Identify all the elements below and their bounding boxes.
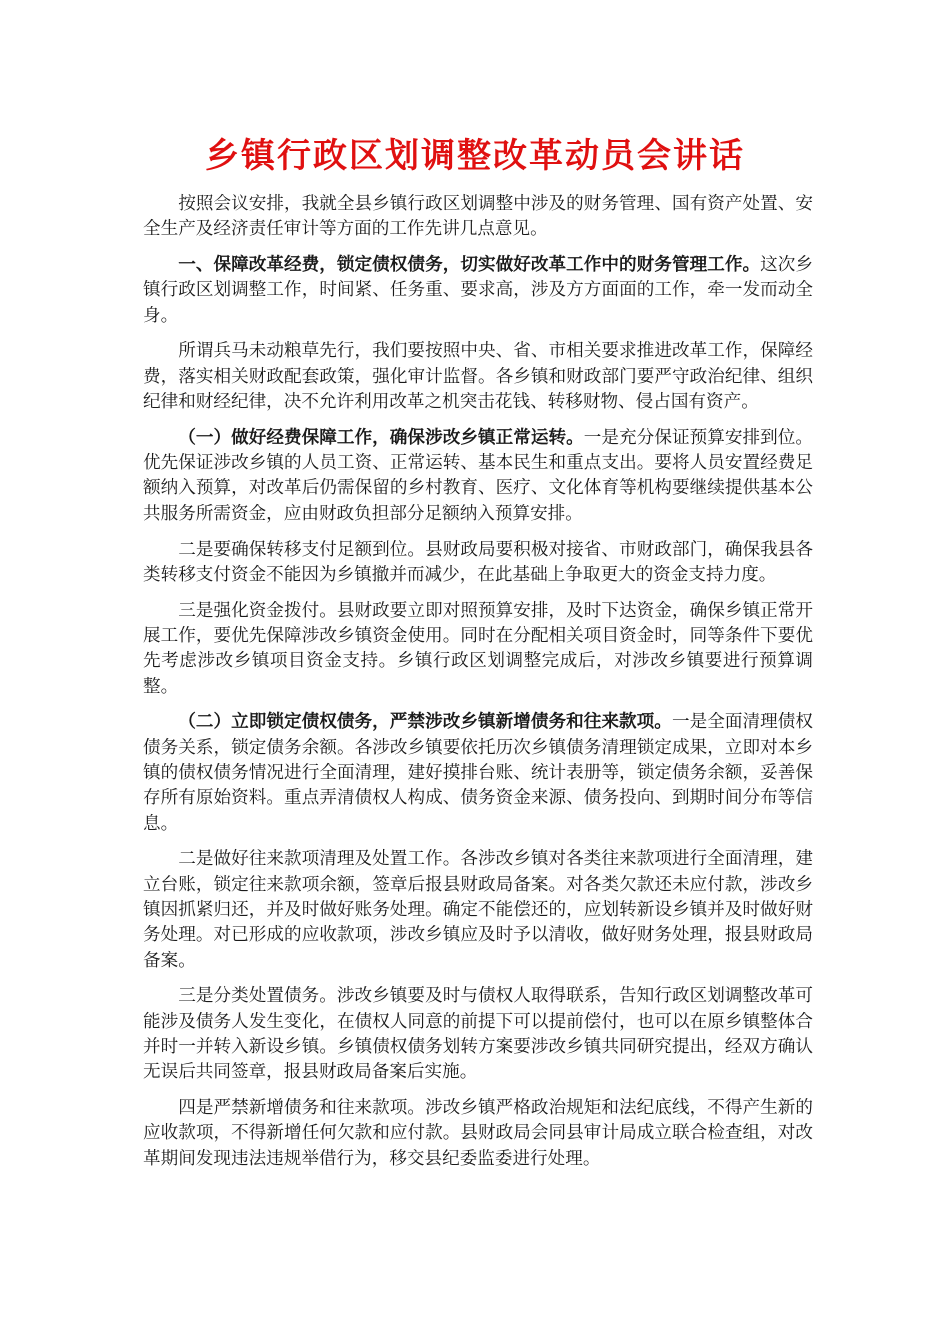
document-body	[143, 192, 813, 1182]
document-title: 乡镇行政区划调整改革动员会讲话	[205, 136, 745, 176]
subsection-heading-1: （一）做好经费保障工作，确保涉改乡镇正常运转。	[178, 427, 584, 448]
paragraph-6: 三是强化资金拨付。县财政要立即对照预算安排，及时下达资金，确保乡镇正常开展工作，要优先保障涉改乡镇资金使用。同时在分配相关项目资金时，同等条件下要优先考虑涉改乡镇项目资金支持。乡镇行政区划调整完成后，对涉改乡镇要进行预算调整。	[143, 600, 813, 697]
paragraph-5: 二是要确保转移支付足额到位。县财政局要积极对接省、市财政部门，确保我县各类转移支付资金不能因为乡镇撤并而减少，在此基础上争取更大的资金支持力度。	[143, 539, 813, 585]
paragraph-2: 一、保障改革经费，锁定债权债务，切实做好改革工作中的财务管理工作。这次乡镇行政区划调整工作，时间紧、任务重、要求高，涉及方方面面的工作，牵一发而动全身。	[143, 255, 813, 326]
paragraph-8: 二是做好往来款项清理及处置工作。各涉改乡镇对各类往来款项进行全面清理，建立台账，锁定往来款项余额，签章后报县财政局备案。对各类欠款还未应付款，涉改乡镇因抓紧归还，并及时做好账务处理。确定不能偿还的，应划转新设乡镇并及时做好财务处理。对已形成的应收款项，涉改乡镇应及时予以清收，做好财务处理，报县财政局备案。	[143, 849, 813, 971]
paragraph-4: （一）做好经费保障工作，确保涉改乡镇正常运转。一是充分保证预算安排到位。优先保证涉改乡镇的人员工资、正常运转、基本民生和重点支出。要将人员安置经费足额纳入预算，对改革后仍需保留的乡村教育、医疗、文化体育等机构要继续提供基本公共服务所需资金，应由财政负担部分足额纳入预算安排。	[143, 427, 813, 524]
paragraph-9: 三是分类处置债务。涉改乡镇要及时与债权人取得联系，告知行政区划调整改革可能涉及债务人发生变化，在债权人同意的前提下可以提前偿付，也可以在原乡镇整体合并时一并转入新设乡镇。乡镇债权债务划转方案要涉改乡镇共同研究提出，经双方确认无误后共同签章，报县财政局备案后实施。	[143, 986, 813, 1083]
paragraph-7: （二）立即锁定债权债务，严禁涉改乡镇新增债务和往来款项。一是全面清理债权债务关系，锁定债务余额。各涉改乡镇要依托历次乡镇债务清理锁定成果，立即对本乡镇的债权债务情况进行全面清理，建好摸排台账、统计表册等，锁定债务余额，妥善保存所有原始资料。重点弄清债权人构成、债务资金来源、债务投向、到期时间分布等信息。	[143, 712, 813, 834]
paragraph-3: 所谓兵马未动粮草先行，我们要按照中央、省、市相关要求推进改革工作，保障经费，落实相关财政配套政策，强化审计监督。各乡镇和财政部门要严守政治纪律、组织纪律和财经纪律，决不允许利用改革之机突击花钱、转移财物、侵占国有资产。	[143, 341, 813, 413]
paragraph-1: 按照会议安排，我就全县乡镇行政区划调整中涉及的财务管理、国有资产处置、安全生产及经济责任审计等方面的工作先讲几点意见。	[143, 194, 813, 240]
subsection-heading-2: （二）立即锁定债权债务，严禁涉改乡镇新增债务和往来款项。	[178, 712, 672, 733]
section-heading-1: 一、保障改革经费，锁定债权债务，切实做好改革工作中的财务管理工作。	[178, 255, 761, 276]
paragraph-10: 四是严禁新增债务和往来款项。涉改乡镇严格政治规矩和法纪底线，不得产生新的应收款项，不得新增任何欠款和应付款。县财政局会同县审计局成立联合检查组，对改革期间发现违法违规举借行为，移交县纪委监委进行处理。	[143, 1098, 813, 1169]
